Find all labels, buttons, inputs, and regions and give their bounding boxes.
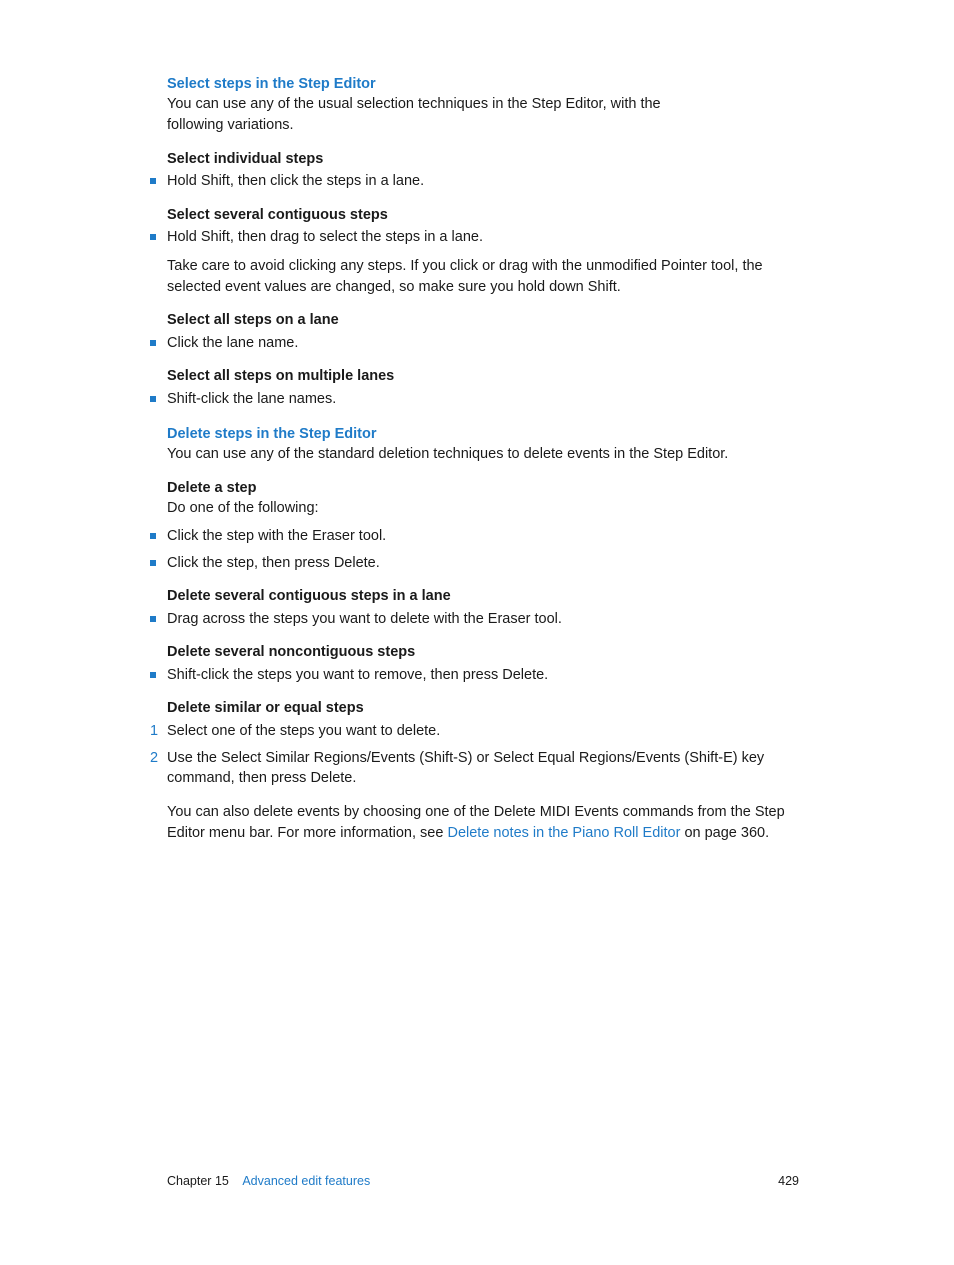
bullet-square-icon (150, 178, 156, 184)
outro-text-post: on page 360. (680, 825, 770, 841)
intro-line: You can use any of the standard deletion techniques to delete events in the Step Editor. (167, 446, 729, 462)
step-text (167, 748, 787, 788)
bullet-square-icon (150, 560, 156, 566)
subheading-delete-contiguous (167, 586, 807, 606)
subheading: Select several contiguous steps (167, 207, 388, 223)
bullet-square-icon (150, 340, 156, 346)
note-line-1: Take care to avoid clicking any steps. If you click or drag with the unmodified Pointer tool, the (167, 258, 763, 274)
bullet-text: Click the step with the Eraser tool. (167, 528, 387, 544)
note-paragraph (167, 256, 807, 298)
section-delete-steps (167, 424, 807, 465)
subheading-select-contiguous (167, 205, 807, 225)
subheading-select-multiple-lanes (167, 366, 807, 386)
step-number: 2 (150, 750, 159, 766)
subheading-select-individual (167, 149, 807, 169)
subheading: Select all steps on a lane (167, 312, 339, 328)
bullet-square-icon (150, 234, 156, 240)
bullet-text: Click the lane name. (167, 335, 299, 351)
subheading-intro: Do one of the following: (167, 500, 319, 516)
bullet-text: Shift-click the steps you want to remove, then press Delete. (167, 667, 549, 683)
bullet-square-icon (150, 396, 156, 402)
bullet-text: Click the step, then press Delete. (167, 555, 380, 571)
subheading: Delete several contiguous steps in a lane (167, 588, 451, 604)
outro-line-1: You can also delete events by choosing one of the Delete MIDI Events commands from the Step (167, 804, 785, 820)
chapter-label: Chapter 15 (167, 1174, 229, 1188)
subheading: Delete similar or equal steps (167, 700, 364, 716)
bullet-text: Drag across the steps you want to delete with the Eraser tool. (167, 611, 562, 627)
page-number: 429 (778, 1174, 799, 1188)
bullet-square-icon (150, 616, 156, 622)
subheading-delete-step (167, 478, 807, 519)
section-heading: Delete steps in the Step Editor (167, 426, 377, 442)
bullet-square-icon (150, 672, 156, 678)
bullet-text: Hold Shift, then drag to select the steps in a lane. (167, 229, 483, 245)
outro-text-pre: Editor menu bar. For more information, see (167, 825, 448, 841)
chapter-title-link[interactable]: Advanced edit features (242, 1174, 371, 1188)
step-number: 1 (150, 723, 159, 739)
bullet-text: Shift-click the lane names. (167, 391, 337, 407)
bullet-text: Hold Shift, then click the steps in a lane. (167, 173, 425, 189)
section-heading: Select steps in the Step Editor (167, 76, 376, 92)
intro-line-2: following variations. (167, 117, 294, 133)
outro-line-2 (167, 823, 807, 844)
bullet-square-icon (150, 533, 156, 539)
page-footer (167, 1173, 799, 1189)
subheading: Select individual steps (167, 151, 324, 167)
subheading-delete-noncontiguous (167, 642, 807, 662)
intro-line-1: You can use any of the usual selection techniques in the Step Editor, with the (167, 96, 661, 112)
step-text-line-2: command, then press Delete. (167, 770, 357, 786)
note-line-2: selected event values are changed, so make sure you hold down Shift. (167, 279, 621, 295)
step-text-line-1: Use the Select Similar Regions/Events (Shift-S) or Select Equal Regions/Events (Shift-E) key (167, 750, 765, 766)
section-select-steps (167, 74, 807, 136)
subheading: Delete a step (167, 480, 257, 496)
subheading: Select all steps on multiple lanes (167, 368, 395, 384)
subheading: Delete several noncontiguous steps (167, 644, 416, 660)
outro-paragraph (167, 802, 807, 844)
subheading-select-lane (167, 310, 807, 330)
subheading-delete-similar (167, 698, 807, 718)
piano-roll-link[interactable]: Delete notes in the Piano Roll Editor (447, 825, 681, 841)
step-text: Select one of the steps you want to delete. (167, 723, 441, 739)
